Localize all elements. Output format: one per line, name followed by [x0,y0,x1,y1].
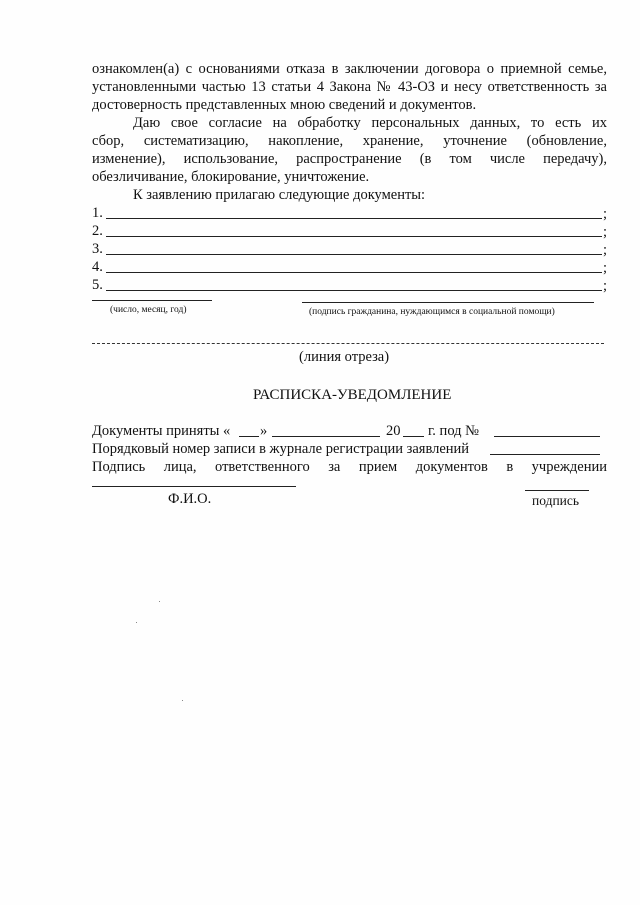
signature-blank-line [525,490,589,491]
paragraph-2-line-3: изменение), использование, распространение (в том числе передачу), [92,151,607,167]
attachment-semicolon: ; [603,278,608,294]
attachment-number: 3. [92,241,103,257]
receipt-title: РАСПИСКА-УВЕДОМЛЕНИЕ [253,387,452,403]
paragraph-1-line-1: ознакомлен(а) с основаниями отказа в заключении договора о приемной семье, [92,61,607,77]
day-blank [239,436,259,437]
year-blank [403,436,424,437]
citizen-signature-label: (подпись гражданина, нуждающимся в социальной помощи) [309,307,555,317]
paragraph-1-line-2: установленными частью 13 статьи 4 Закона № 43-ОЗ и несу ответственность за [92,79,607,95]
year-suffix: г. под № [428,423,479,439]
attachment-blank-line [106,236,602,237]
paragraph-2-line-1: Даю свое согласие на обработку персональных данных, то есть их [133,115,607,131]
date-signature-line [92,300,212,301]
cut-line [92,343,604,344]
attachments-intro: К заявлению прилагаю следующие документы: [133,187,426,203]
attachment-blank-line [106,254,602,255]
fio-label: Ф.И.О. [168,491,212,507]
attachment-blank-line [106,272,602,273]
year-prefix: 20 [386,423,401,439]
attachment-number: 2. [92,223,103,239]
attachment-semicolon: ; [603,260,608,276]
paragraph-1-line-3: достоверность представленных мною сведений и документов. [92,97,477,113]
responsible-line: Подпись лица, ответственного за прием документов в учреждении [92,459,607,475]
citizen-signature-line [302,302,594,303]
docs-accepted-prefix: Документы приняты « [92,423,231,439]
fio-blank-line [92,486,296,487]
signature-label: подпись [532,493,580,508]
record-number-blank [494,436,600,437]
paragraph-2-line-2: сбор, систематизацию, накопление, хранение, уточнение (обновление, [92,133,607,149]
attachment-number: 4. [92,259,103,275]
journal-line-label: Порядковый номер записи в журнале регистрации заявлений [92,441,470,457]
attachment-blank-line [106,290,602,291]
attachment-number: 5. [92,277,103,293]
attachment-number: 1. [92,205,103,221]
paragraph-2-line-4: обезличивание, блокирование, уничтожение. [92,169,370,185]
attachment-semicolon: ; [603,224,608,240]
attachment-semicolon: ; [603,206,608,222]
scan-speck [136,622,137,623]
journal-number-blank [490,454,600,455]
attachment-semicolon: ; [603,242,608,258]
scan-speck [182,700,183,701]
date-label: (число, месяц, год) [110,305,187,315]
scan-speck [159,601,160,602]
quote-close: » [260,423,268,439]
attachment-blank-line [106,218,602,219]
cut-line-label: (линия отреза) [299,349,390,365]
month-blank [272,436,380,437]
